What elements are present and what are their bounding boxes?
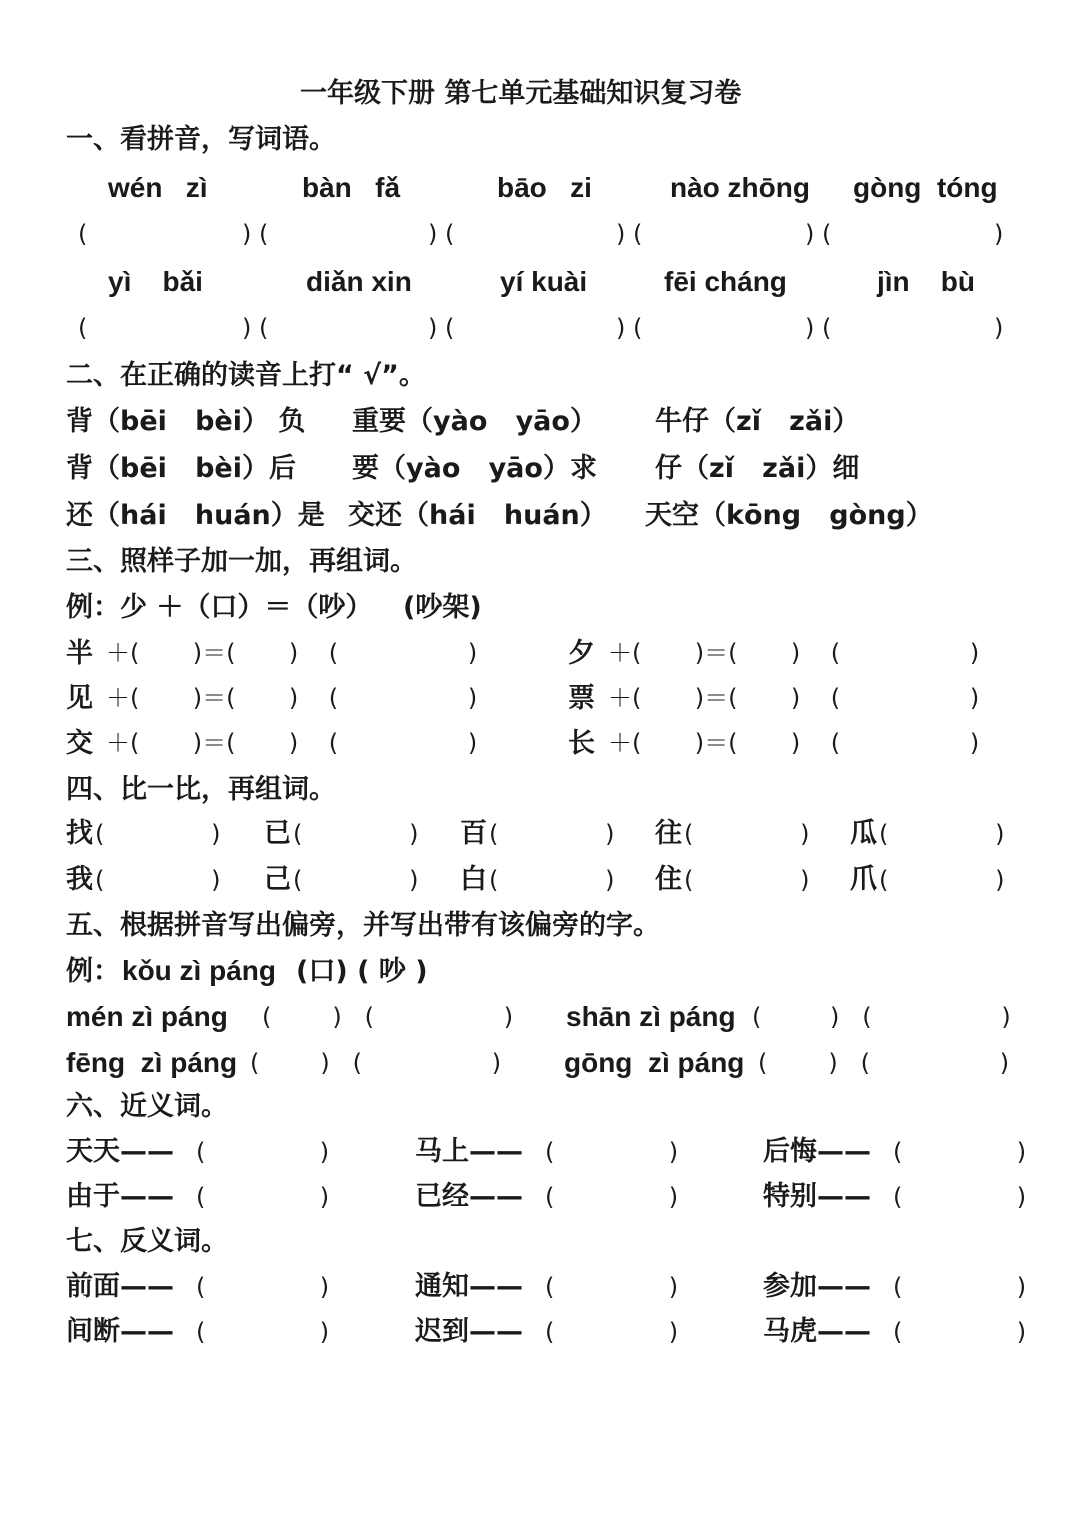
antonym-blank[interactable]: ( ) <box>196 1273 330 1301</box>
compare-blank[interactable]: ( ) <box>293 866 419 894</box>
example-prefix: 例： <box>66 956 120 987</box>
reading-item[interactable]: 重要（yào yāo） <box>352 406 597 437</box>
synonym-blank[interactable]: ( ) <box>545 1138 679 1166</box>
compare-char: 白 <box>460 864 487 895</box>
compare-char: 己 <box>264 864 291 895</box>
add-blanks[interactable]: ＋( )＝( ) ( ) <box>608 639 980 667</box>
pinyin-item: yí kuài <box>500 266 588 297</box>
reading-item[interactable]: 还（hái huán）是 <box>66 500 325 531</box>
section-7-heading: 七、反义词。 <box>66 1226 228 1257</box>
synonym-blank[interactable]: ( ) <box>545 1183 679 1211</box>
compare-char: 找 <box>66 818 93 849</box>
antonym-word: 参加—— <box>763 1271 871 1302</box>
add-char: 夕 <box>568 638 595 669</box>
add-char: 票 <box>568 683 595 714</box>
antonym-blank[interactable]: ( ) <box>545 1273 679 1301</box>
compare-char: 我 <box>66 864 93 895</box>
compare-blank[interactable]: ( ) <box>489 820 615 848</box>
synonym-blank[interactable]: ( ) <box>196 1183 330 1211</box>
antonym-blank[interactable]: ( ) <box>893 1273 1027 1301</box>
reading-item[interactable]: 背（bēi bèi）后 <box>66 453 296 484</box>
section-1-heading: 一、看拼音，写词语。 <box>66 124 336 155</box>
add-blanks[interactable]: ＋( )＝( ) ( ) <box>106 729 478 757</box>
pinyin-item: bàn fǎ <box>302 172 401 203</box>
synonym-word: 后悔—— <box>763 1136 871 1167</box>
antonym-word: 间断—— <box>66 1316 174 1347</box>
synonym-blank[interactable]: ( ) <box>893 1138 1027 1166</box>
pinyin-item: diǎn xin <box>306 266 412 297</box>
compare-blank[interactable]: ( ) <box>95 866 221 894</box>
compare-char: 住 <box>655 864 682 895</box>
section-5-heading: 五、根据拼音写出偏旁，并写出带有该偏旁的字。 <box>66 910 660 941</box>
section-3-heading: 三、照样子加一加，再组词。 <box>66 546 417 577</box>
add-char: 长 <box>568 728 595 759</box>
reading-item[interactable]: 要（yào yāo）求 <box>352 453 597 484</box>
antonym-word: 马虎—— <box>763 1316 871 1347</box>
compare-blank[interactable]: ( ) <box>95 820 221 848</box>
add-blanks[interactable]: ＋( )＝( ) ( ) <box>608 684 980 712</box>
pinyin-item: wén zì <box>108 172 208 203</box>
compare-char: 爪 <box>850 864 877 895</box>
antonym-word: 迟到—— <box>415 1316 523 1347</box>
example-word: (吵架) <box>403 592 482 623</box>
reading-item[interactable]: 仔（zǐ zǎi）细 <box>655 453 860 484</box>
compare-char: 已 <box>264 818 291 849</box>
worksheet-page: 一年级下册 第七单元基础知识复习卷 一、看拼音，写词语。 wén zì bàn fǎ bāo zi nào zhōng gòng tóng ( ) ( ) ( ) ( ) ( ) yì bǎi diǎn xin yí kuài fēi cháng jìn bù ( ) ( ) ( ) ( ) ( ) 二、在正确的读音上打“ √”。 背（bēi bèi） 负 重要（yào yāo） 牛仔（zǐ zǎi） 背（bēi bèi）后 要（yào yāo）求 仔（zǐ zǎi）细 还（hái huán）是 交还（hái huán） 天空（kōng gòng） 三、照样子加一加，再组词。 例：少 ＋（口）＝（吵） (吵架) 半 ＋( )＝( ) ( ) 夕 ＋( )＝( ) ( ) 见 ＋( )＝( ) ( ) 票 ＋( )＝( ) ( ) 交 ＋( )＝( ) ( ) 长 ＋( )＝( ) ( ) 四、比一比，再组词。 找 ( ) 已 ( ) 百 ( ) 往 ( ) 瓜 ( ) 我 ( ) 己 ( ) 白 ( ) 住 ( ) 爪 ( ) 五、根据拼音写出偏旁，并写出带有该偏旁的字。 例： kǒu zì páng (口) ( 吵 ) mén zì páng ( ) ( ) shān zì páng ( ) ( ) fēng zì páng ( ) ( ) gōng zì páng ( ) ( ) 六、近义词。 天天—— ( ) 马上—— ( ) 后悔—— ( ) 由于—— ( ) 已经—— ( ) 特别—— ( ) 七、反义词。 前面—— ( ) 通知—— ( ) 参加—— ( ) 间断—— ( ) 迟到—— ( ) 马虎—— ( ) <box>66 78 1027 1347</box>
pinyin-item: yì bǎi <box>108 266 203 297</box>
page-title: 一年级下册 第七单元基础知识复习卷 <box>300 78 742 109</box>
section-2-heading: 二、在正确的读音上打“ √”。 <box>66 360 426 391</box>
add-char: 交 <box>66 728 93 759</box>
compare-blank[interactable]: ( ) <box>684 820 810 848</box>
synonym-word: 特别—— <box>763 1181 871 1212</box>
radical-blanks[interactable]: ( ) ( ) <box>250 1049 502 1077</box>
antonym-blank[interactable]: ( ) <box>545 1318 679 1346</box>
compare-char: 往 <box>655 818 682 849</box>
pinyin-item: bāo zi <box>497 172 592 203</box>
synonym-word: 已经—— <box>415 1181 523 1212</box>
compare-blank[interactable]: ( ) <box>879 866 1005 894</box>
compare-blank[interactable]: ( ) <box>489 866 615 894</box>
example-line: 例：少 ＋（口）＝（吵） <box>66 592 373 623</box>
radical-pinyin: fēng zì páng <box>66 1047 238 1078</box>
radical-blanks[interactable]: ( ) ( ) <box>752 1003 1011 1031</box>
add-blanks[interactable]: ＋( )＝( ) ( ) <box>608 729 980 757</box>
compare-char: 百 <box>460 818 487 849</box>
synonym-word: 由于—— <box>66 1181 174 1212</box>
synonym-word: 马上—— <box>415 1136 523 1167</box>
compare-blank[interactable]: ( ) <box>879 820 1005 848</box>
pinyin-item: gòng tóng <box>853 172 998 203</box>
compare-blank[interactable]: ( ) <box>293 820 419 848</box>
radical-pinyin: shān zì páng <box>566 1001 736 1032</box>
pinyin-item: nào zhōng <box>670 172 810 203</box>
antonym-blank[interactable]: ( ) <box>893 1318 1027 1346</box>
reading-item[interactable]: 牛仔（zǐ zǎi） <box>655 406 860 437</box>
example-answer: (口) ( 吵 ) <box>296 956 428 987</box>
reading-item[interactable]: 天空（kōng gòng） <box>645 500 933 531</box>
add-char: 见 <box>66 683 93 714</box>
reading-item[interactable]: 交还（hái huán） <box>348 500 607 531</box>
radical-blanks[interactable]: ( ) ( ) <box>758 1049 1010 1077</box>
add-blanks[interactable]: ＋( )＝( ) ( ) <box>106 684 478 712</box>
antonym-word: 通知—— <box>415 1271 523 1302</box>
antonym-blank[interactable]: ( ) <box>196 1318 330 1346</box>
pinyin-item: fēi cháng <box>664 266 787 297</box>
section-4-heading: 四、比一比，再组词。 <box>66 774 336 805</box>
reading-item[interactable]: 背（bēi bèi） 负 <box>66 406 306 437</box>
pinyin-item: jìn bù <box>877 266 975 297</box>
synonym-word: 天天—— <box>66 1136 174 1167</box>
compare-blank[interactable]: ( ) <box>684 866 810 894</box>
section-6-heading: 六、近义词。 <box>66 1091 228 1122</box>
radical-blanks[interactable]: ( ) ( ) <box>262 1003 514 1031</box>
example-pinyin: kǒu zì páng <box>122 955 276 986</box>
synonym-blank[interactable]: ( ) <box>196 1138 330 1166</box>
add-char: 半 <box>66 638 93 669</box>
antonym-word: 前面—— <box>66 1271 174 1302</box>
radical-pinyin: mén zì páng <box>66 1001 228 1032</box>
radical-pinyin: gōng zì páng <box>564 1047 745 1078</box>
compare-char: 瓜 <box>850 818 877 849</box>
add-blanks[interactable]: ＋( )＝( ) ( ) <box>106 639 478 667</box>
synonym-blank[interactable]: ( ) <box>893 1183 1027 1211</box>
